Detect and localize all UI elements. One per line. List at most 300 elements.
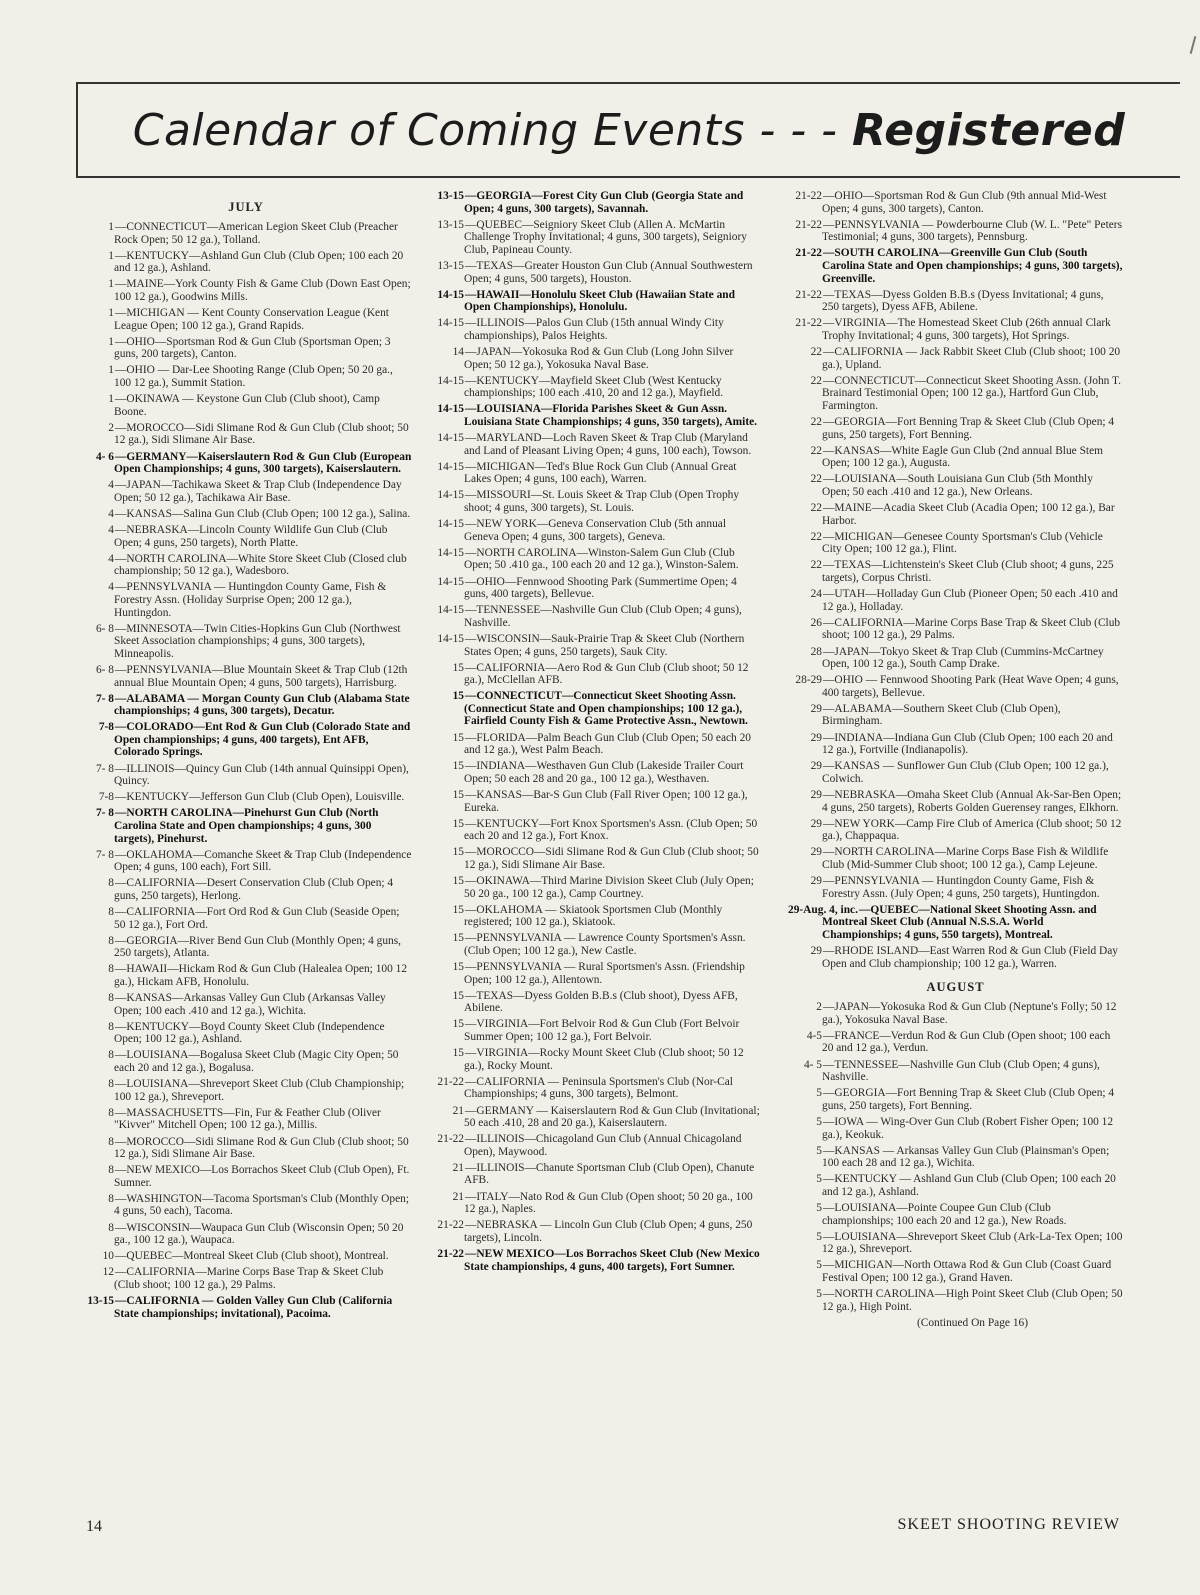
event-date: 1 <box>108 278 114 291</box>
continued-note: (Continued On Page 16) <box>916 1316 1029 1329</box>
event-text: —ILLINOIS—Palos Gun Club (15th annual Windy City championships), Palos Heights. <box>464 317 724 342</box>
event-entry <box>80 693 412 718</box>
event-text: —HAWAII—Honolulu Skeet Club (Hawaiian State and Open Championships), Honolulu. <box>464 288 735 314</box>
event-text: —GEORGIA—Forest City Gun Club (Georgia State and Open; 4 guns, 300 targets), Savannah. <box>464 190 744 215</box>
event-date: 14-15 <box>437 288 464 301</box>
event-entry <box>80 1250 412 1263</box>
event-date: 8 <box>108 963 114 976</box>
event-text: —LOUISIANA—Bogalusa Skeet Club (Magic City Open; 50 each 20 and 12 ga.), Bogalusa. <box>114 1049 399 1075</box>
event-text: —OKLAHOMA—Comanche Skeet & Trap Club (Independence Open; 4 guns, 100 each), Fort Sill. <box>114 848 412 874</box>
event-date: 4-5 <box>806 1029 822 1042</box>
event-text: —OHIO—Sportsman Rod & Gun Club (9th annual Mid-West Open; 4 guns, 300 targets), Canton. <box>822 190 1107 215</box>
event-date: 8 <box>108 1135 114 1148</box>
event-text: —TEXAS—Dyess Golden B.B.s (Club shoot), Dyess AFB, Abilene. <box>464 989 738 1015</box>
title-regular: Calendar of Coming Events - - - <box>132 104 853 156</box>
event-text: —PENNSYLVANIA — Rural Sportsmen's Assn. (Friendship Open; 100 12 ga.), Allentown. <box>464 961 745 986</box>
event-entry <box>80 992 412 1017</box>
event-date: 5 <box>816 1230 822 1243</box>
event-entry <box>788 473 1123 498</box>
event-text: —COLORADO—Ent Rod & Gun Club (Colorado State and Open championships; 4 guns, 400 targets), Ent AFB, Colorado Springs. <box>114 721 411 759</box>
event-text: —TEXAS—Dyess Golden B.B.s (Dyess Invitational; 4 guns, 250 targets), Dyess AFB, Abilene. <box>822 288 1104 314</box>
column-2 <box>430 190 762 1530</box>
event-entry <box>788 945 1123 970</box>
event-entry <box>788 1059 1123 1084</box>
event-text: —MOROCCO—Sidi Slimane Rod & Gun Club (Club shoot; 50 12 ga.), Sidi Slimane Air Base. <box>114 421 409 447</box>
event-text: —NORTH CAROLINA—Marine Corps Base Fish & Wildlife Club (Mid-Summer Club shoot; 100 12 ga.), Camp Lejeune. <box>822 846 1109 871</box>
event-entry <box>430 961 762 986</box>
event-entry <box>80 763 412 788</box>
event-text: —NEW YORK—Geneva Conservation Club (5th annual Geneva Open; 4 guns, 300 targets), Geneva. <box>464 518 726 543</box>
event-date: 1 <box>108 335 114 348</box>
event-date: 5 <box>816 1173 822 1186</box>
event-entry <box>430 260 762 285</box>
event-date: 22 <box>810 444 822 457</box>
event-entry <box>788 1259 1123 1284</box>
event-entry <box>80 422 412 447</box>
event-date: 15 <box>452 760 464 773</box>
event-text: —QUEBEC—National Skeet Shooting Assn. and Montreal Skeet Club (Annual N.S.S.A. World Championships; 4 guns, 550 targets), Montreal. <box>822 903 1097 941</box>
month-heading: JULY <box>228 200 264 214</box>
event-entry <box>430 432 762 457</box>
event-date: 4 <box>108 479 114 492</box>
event-text: —VIRGINIA—The Homestead Skeet Club (26th annual Clark Trophy Invitational; 4 guns, 300 targets), Hot Springs. <box>822 317 1111 342</box>
event-text: —ILLINOIS—Chanute Sportsman Club (Club Open), Chanute AFB. <box>464 1161 755 1187</box>
event-text: —NEBRASKA—Omaha Skeet Club (Annual Ak-Sar-Ben Open; 4 guns, 250 targets), Roberts Golden Guerensey ranges, Elkhorn. <box>822 788 1122 814</box>
event-text: —NORTH CAROLINA—Winston-Salem Gun Club (Club Open; 50 .410 ga., 100 each 20 and 12 ga.), Winston-Salem. <box>464 546 739 572</box>
event-entry <box>430 576 762 601</box>
event-entry <box>80 1295 412 1320</box>
event-date: 10 <box>102 1250 114 1263</box>
event-entry <box>430 932 762 957</box>
event-entry <box>80 1266 412 1291</box>
event-entry <box>80 1222 412 1247</box>
event-date: 24 <box>810 588 822 601</box>
event-date: 15 <box>452 903 464 916</box>
event-date: 2 <box>108 421 114 434</box>
event-text: —ALABAMA — Morgan County Gun Club (Alabama State championships; 4 guns, 300 targets), Decatur. <box>114 692 410 718</box>
event-date: 14-15 <box>437 489 464 502</box>
event-date: 1 <box>108 221 114 233</box>
event-date: 13-15 <box>87 1295 114 1308</box>
event-entry <box>430 547 762 572</box>
event-date: 21-22 <box>437 1075 464 1088</box>
event-entry <box>430 1047 762 1072</box>
event-text: —PENNSYLVANIA — Huntingdon County Game, Fish & Forestry Assn. (July Open; 4 guns, 250 targets), Huntingdon. <box>822 875 1100 900</box>
event-text: —PENNSYLVANIA — Huntingdon County Game, Fish & Forestry Assn. (Holiday Surprise Open; 200 12 ga.), Huntingdon. <box>114 581 387 619</box>
event-date: 8 <box>108 1221 114 1234</box>
event-entry <box>80 906 412 931</box>
event-text: —TEXAS—Lichtenstein's Skeet Club (Club shoot; 4 guns, 225 targets), Corpus Christi. <box>822 559 1114 585</box>
event-text: —MARYLAND—Loch Raven Skeet & Trap Club (Maryland and Land of Pleasant Living Open; 4 guns, 100 each), Towson. <box>464 432 752 457</box>
event-entry <box>788 317 1123 342</box>
event-date: 7- 8 <box>95 762 114 775</box>
event-entry <box>788 1145 1123 1170</box>
event-entry <box>430 875 762 900</box>
event-date: 1 <box>108 364 114 377</box>
event-date: 14 <box>452 346 464 359</box>
event-text: —CONNECTICUT—Connecticut Skeet Shooting Assn. (Connecticut State and Open championships; 100 12 ga.), Fairfield County Fish & Game Protective Assn., Newtown. <box>464 690 748 728</box>
event-entry <box>80 1078 412 1103</box>
event-text: —IOWA — Wing-Over Gun Club (Robert Fisher Open; 100 12 ga.), Keokuk. <box>822 1115 1114 1141</box>
event-text: —NEW YORK—Camp Fire Club of America (Club shoot; 50 12 ga.), Chappaqua. <box>822 817 1122 843</box>
event-date: 7-8 <box>98 721 114 734</box>
event-entry <box>80 393 412 418</box>
event-date: 7- 8 <box>95 848 114 861</box>
event-date: 21-22 <box>437 1133 464 1146</box>
event-date: 29 <box>810 944 822 957</box>
event-entry <box>788 416 1123 441</box>
event-entry <box>788 846 1123 871</box>
event-text: —KANSAS — Sunflower Gun Club (Club Open; 100 12 ga.), Colwich. <box>822 760 1109 785</box>
event-date: 7- 8 <box>95 692 114 705</box>
event-entry <box>430 489 762 514</box>
event-date: 15 <box>452 788 464 801</box>
event-date: 5 <box>816 1144 822 1157</box>
event-date: 1 <box>108 393 114 406</box>
event-entry <box>430 518 762 543</box>
event-entry <box>788 818 1123 843</box>
event-entry <box>430 732 762 757</box>
event-text: —TEXAS—Greater Houston Gun Club (Annual Southwestern Open; 4 guns, 500 targets), Houston. <box>464 259 753 285</box>
event-date: 8 <box>108 1049 114 1062</box>
event-entry <box>80 479 412 504</box>
event-date: 8 <box>108 1106 114 1119</box>
event-text: —OHIO — Fennwood Shooting Park (Heat Wave Open; 4 guns, 400 targets), Bellevue. <box>822 674 1119 699</box>
event-text: —LOUISIANA—South Louisiana Gun Club (5th Monthly Open; 50 each .410 and 12 ga.), New Orleans. <box>822 473 1093 498</box>
event-date: 13-15 <box>437 218 464 231</box>
event-date: 8 <box>108 1020 114 1033</box>
event-text: —TENNESSEE—Nashville Gun Club (Club Open; 4 guns), Nashville. <box>464 604 742 629</box>
event-date: 4 <box>108 581 114 594</box>
event-entry <box>430 375 762 400</box>
event-text: —LOUISIANA—Shreveport Skeet Club (Ark-La-Tex Open; 100 12 ga.), Shreveport. <box>822 1230 1123 1256</box>
event-text: —CALIFORNIA—Desert Conservation Club (Club Open; 4 guns, 250 targets), Herlong. <box>114 877 394 902</box>
event-date: 29-Aug. 4, inc. <box>788 903 858 916</box>
event-entry <box>430 1191 762 1216</box>
event-date: 4 <box>108 523 114 536</box>
event-text: —NEBRASKA — Lincoln Gun Club (Club Open; 4 guns, 250 targets), Lincoln. <box>464 1219 753 1244</box>
event-text: —PENNSYLVANIA — Lawrence County Sportsmen's Assn. (Club Open; 100 12 ga.), New Castle. <box>464 932 746 957</box>
event-entry <box>430 346 762 371</box>
event-entry <box>80 721 412 759</box>
event-date: 15 <box>452 989 464 1002</box>
event-entry <box>80 250 412 275</box>
event-entry <box>788 588 1123 613</box>
event-text: —WISCONSIN—Waupaca Gun Club (Wisconsin Open; 50 20 ga., 100 12 ga.), Waupaca. <box>114 1221 404 1247</box>
event-entry <box>430 633 762 658</box>
event-text: —WISCONSIN—Sauk-Prairie Trap & Skeet Club (Northern States Open; 4 guns, 250 targets), Sauk City. <box>464 632 745 658</box>
magazine-name: SKEET SHOOTING REVIEW <box>897 1516 1120 1533</box>
event-date: 22 <box>810 502 822 515</box>
event-date: 22 <box>810 416 822 428</box>
event-date: 8 <box>108 877 114 890</box>
event-date: 29 <box>810 788 822 801</box>
event-entry <box>788 346 1123 371</box>
event-entry <box>430 219 762 257</box>
event-date: 29 <box>810 875 822 887</box>
event-text: —UTAH—Holladay Gun Club (Pioneer Open; 50 each .410 and 12 ga.), Holladay. <box>822 588 1118 613</box>
event-entry <box>430 904 762 929</box>
event-entry <box>788 445 1123 470</box>
event-entry <box>788 760 1123 785</box>
event-text: —PENNSYLVANIA — Powderbourne Club (W. L. "Pete" Peters Testimonial; 4 guns, 300 targets), Pennsburg. <box>822 218 1123 244</box>
event-text: —OKLAHOMA — Skiatook Sportsmen Club (Monthly registered; 100 12 ga.), Skiatook. <box>464 903 723 929</box>
event-date: 15 <box>452 731 464 744</box>
event-entry <box>788 1202 1123 1227</box>
event-entry <box>788 904 1123 942</box>
event-entry <box>430 990 762 1015</box>
column-1 <box>80 190 412 1530</box>
event-text: —VIRGINIA—Rocky Mount Skeet Club (Club shoot; 50 12 ga.), Rocky Mount. <box>464 1047 744 1072</box>
event-date: 21-22 <box>795 317 822 330</box>
event-entry <box>430 1018 762 1043</box>
event-text: —GERMANY — Kaiserslautern Rod & Gun Club (Invitational; 50 each .410, 28 and 20 ga.), Kaiserslautern. <box>464 1104 760 1130</box>
event-text: —KANSAS—Arkansas Valley Gun Club (Arkansas Valley Open; 100 each .410 and 12 ga.), Wichita. <box>114 992 386 1017</box>
event-date: 22 <box>810 473 822 486</box>
event-entry <box>430 604 762 629</box>
title-bold: Registered <box>852 104 1126 156</box>
event-entry <box>80 849 412 874</box>
event-entry <box>80 623 412 661</box>
event-text: —MOROCCO—Sidi Slimane Rod & Gun Club (Club shoot; 50 12 ga.), Sidi Slimane Air Base. <box>114 1135 409 1161</box>
event-date: 21 <box>452 1161 464 1174</box>
event-date: 15 <box>452 932 464 945</box>
event-entry <box>788 703 1123 728</box>
event-date: 4 <box>108 507 114 520</box>
event-text: —JAPAN—Yokosuka Rod & Gun Club (Neptune's Folly; 50 12 ga.), Yokosuka Naval Base. <box>822 1001 1117 1026</box>
event-entry <box>788 559 1123 584</box>
event-entry <box>80 807 412 845</box>
event-text: —FLORIDA—Palm Beach Gun Club (Club Open; 50 each 20 and 12 ga.), West Palm Beach. <box>464 731 751 757</box>
event-text: —MASSACHUSETTS—Fin, Fur & Feather Club (Oliver "Kivver" Mitchell Open; 100 12 ga.), Millis. <box>114 1106 381 1132</box>
event-text: —MINNESOTA—Twin Cities-Hopkins Gun Club (Northwest Skeet Association championships; 4 guns, 300 targets), Minneapolis. <box>114 622 401 660</box>
event-text: —MICHIGAN—Ted's Blue Rock Gun Club (Annual Great Lakes Open; 4 guns, 100 each), Warren. <box>464 460 737 486</box>
event-text: —CONNECTICUT—Connecticut Skeet Shooting Assn. (John T. Brainard Testimonial Open; 100 12 ga.), Hartford Gun Club, Farmington. <box>822 374 1121 412</box>
event-date: 6- 8 <box>95 622 114 635</box>
event-date: 15 <box>452 875 464 887</box>
event-entry <box>788 875 1123 900</box>
event-date: 15 <box>452 690 464 703</box>
title-banner <box>76 82 1180 178</box>
event-text: —NORTH CAROLINA—High Point Skeet Club (Club Open; 50 12 ga.), High Point. <box>822 1288 1123 1313</box>
event-entry <box>430 789 762 814</box>
event-text: —GEORGIA—River Bend Gun Club (Monthly Open; 4 guns, 250 targets), Atlanta. <box>114 934 402 960</box>
event-entry <box>788 646 1123 671</box>
event-text: —KENTUCKY — Ashland Gun Club (Club Open; 100 each 20 and 12 ga.), Ashland. <box>822 1173 1116 1198</box>
event-entry <box>80 935 412 960</box>
event-text: —KENTUCKY—Ashland Gun Club (Club Open; 100 each 20 and 12 ga.), Ashland. <box>114 249 404 275</box>
event-date: 14-15 <box>437 632 464 645</box>
event-text: —MICHIGAN — Kent County Conservation League (Kent League Open; 100 12 ga.), Grand Rapids. <box>114 307 389 332</box>
event-text: —OHIO—Fennwood Shooting Park (Summertime Open; 4 guns, 400 targets), Bellevue. <box>464 575 737 601</box>
event-entry <box>80 524 412 549</box>
event-date: 13-15 <box>437 190 464 202</box>
event-text: —NORTH CAROLINA—Pinehurst Gun Club (North Carolina State and Open championships; 4 guns, 300 targets), Pinehurst. <box>114 807 379 845</box>
event-text: —KANSAS—White Eagle Gun Club (2nd annual Blue Stem Open; 100 12 ga.), Augusta. <box>822 444 1103 470</box>
event-entry <box>430 1105 762 1130</box>
event-text: —PENNSYLVANIA—Blue Mountain Skeet & Trap Club (12th annual Blue Mountain Open; 4 guns, 500 targets), Harrisburg. <box>114 663 408 689</box>
event-entry <box>430 1133 762 1158</box>
event-entry <box>80 1193 412 1218</box>
event-text: —JAPAN—Tachikawa Skeet & Trap Club (Independence Day Open; 50 12 ga.), Tachikawa Air Base. <box>114 479 402 504</box>
event-date: 15 <box>452 1047 464 1060</box>
event-text: —MICHIGAN—Genesee County Sportsman's Club (Vehicle City Open; 100 12 ga.), Flint. <box>822 530 1103 556</box>
event-text: —MAINE—Acadia Skeet Club (Acadia Open; 100 12 ga.), Bar Harbor. <box>822 502 1115 527</box>
month-heading: AUGUST <box>926 980 985 995</box>
event-entry <box>788 1231 1123 1256</box>
event-entry <box>430 317 762 342</box>
event-entry <box>80 877 412 902</box>
event-date: 28 <box>810 645 822 658</box>
event-date: 14-15 <box>437 604 464 617</box>
event-date: 15 <box>452 661 464 674</box>
event-date: 22 <box>810 530 822 543</box>
event-entry <box>80 553 412 578</box>
event-entry <box>788 1030 1123 1055</box>
event-date: 15 <box>452 846 464 859</box>
event-date: 1 <box>108 307 114 320</box>
event-date: 26 <box>810 616 822 629</box>
event-text: —CALIFORNIA—Aero Rod & Gun Club (Club shoot; 50 12 ga.), McClellan AFB. <box>464 661 749 687</box>
event-text: —CALIFORNIA — Golden Valley Gun Club (California State championships; invitational), Pacoima. <box>114 1295 393 1320</box>
event-date: 4 <box>108 552 114 565</box>
event-entry <box>430 461 762 486</box>
event-date: 14-15 <box>437 374 464 387</box>
event-date: 29 <box>810 731 822 744</box>
event-entry <box>80 336 412 361</box>
event-date: 5 <box>816 1288 822 1301</box>
event-entry <box>788 190 1123 215</box>
event-entry <box>80 1107 412 1132</box>
event-entry <box>430 1162 762 1187</box>
event-date: 29 <box>810 817 822 830</box>
event-date: 15 <box>452 817 464 830</box>
event-text: —OHIO — Dar-Lee Shooting Range (Club Open; 50 20 ga., 100 12 ga.), Summit Station. <box>114 364 393 390</box>
event-date: 14-15 <box>437 518 464 531</box>
event-text: —CALIFORNIA—Marine Corps Base Trap & Skeet Club (Club shoot; 100 12 ga.), 29 Palms. <box>822 616 1121 642</box>
event-date: 5 <box>816 1087 822 1100</box>
event-text: —KENTUCKY—Jefferson Gun Club (Club Open), Louisville. <box>115 791 405 804</box>
event-text: —OKINAWA — Keystone Gun Club (Club shoot), Camp Boone. <box>114 393 380 418</box>
column-3 <box>788 190 1123 1530</box>
event-text: —ILLINOIS—Quincy Gun Club (14th annual Quinsippi Open), Quincy. <box>114 762 409 788</box>
event-text: —INDIANA—Westhaven Gun Club (Lakeside Trailer Court Open; 50 each 28 and 20 ga., 100 12 ga.), Westhaven. <box>464 760 744 785</box>
event-entry <box>430 760 762 785</box>
event-date: 15 <box>452 1018 464 1031</box>
event-text: —SOUTH CAROLINA—Greenville Gun Club (South Carolina State and Open championships; 4 guns, 300 targets), Greenville. <box>822 247 1123 285</box>
event-date: 8 <box>108 1078 114 1091</box>
event-entry <box>80 1136 412 1161</box>
event-text: —RHODE ISLAND—East Warren Rod & Gun Club (Field Day Open and Club championship; 100 12 ga.), Warren. <box>822 944 1118 970</box>
event-entry <box>788 617 1123 642</box>
event-text: —CALIFORNIA—Fort Ord Rod & Gun Club (Seaside Open; 50 12 ga.), Fort Ord. <box>114 906 400 931</box>
event-text: —QUEBEC—Montreal Skeet Club (Club shoot), Montreal. <box>115 1250 389 1263</box>
event-date: 21 <box>452 1104 464 1117</box>
event-date: 6- 8 <box>95 663 114 676</box>
event-text: —VIRGINIA—Fort Belvoir Rod & Gun Club (Fort Belvoir Summer Open; 100 12 ga.), Fort Belvoir. <box>464 1018 740 1044</box>
event-entry <box>80 791 412 804</box>
event-date: 15 <box>452 961 464 974</box>
page-number: 14 <box>86 1518 102 1535</box>
margin-mark <box>1190 36 1197 54</box>
event-entry <box>788 732 1123 757</box>
event-entry <box>430 403 762 428</box>
event-text: —LOUISIANA—Pointe Coupee Gun Club (Club championships; 100 each 20 and 12 ga.), New Roads. <box>822 1201 1067 1227</box>
event-entry <box>788 789 1123 814</box>
event-date: 28-29 <box>795 674 822 687</box>
event-text: —ILLINOIS—Chicagoland Gun Club (Annual Chicagoland Open), Maywood. <box>464 1133 742 1158</box>
event-entry <box>80 278 412 303</box>
event-text: —NEBRASKA—Lincoln County Wildlife Gun Club (Club Open; 4 guns, 250 targets), North Platte. <box>114 523 388 549</box>
event-text: —NEW MEXICO—Los Borrachos Skeet Club (New Mexico State championships, 4 guns, 400 targets), Fort Sumner. <box>464 1247 760 1273</box>
event-text: —WASHINGTON—Tacoma Sportsman's Club (Monthly Open; 4 guns, 50 each), Tacoma. <box>114 1192 410 1218</box>
event-date: 7-8 <box>98 791 114 804</box>
event-entry <box>788 531 1123 556</box>
event-entry <box>788 289 1123 314</box>
event-date: 21-22 <box>795 190 822 202</box>
event-date: 7- 8 <box>95 807 114 820</box>
event-date: 21 <box>452 1190 464 1203</box>
event-text: —QUEBEC—Seigniory Skeet Club (Allen A. McMartin Challenge Trophy Invitational; 4 guns, 300 targets), Seigniory Club, Papineau County. <box>464 218 747 256</box>
event-text: —CONNECTICUT—American Legion Skeet Club (Preacher Rock Open; 50 12 ga.), Tolland. <box>114 221 398 246</box>
event-text: —ALABAMA—Southern Skeet Club (Club Open), Birmingham. <box>822 702 1061 728</box>
event-text: —MICHIGAN—North Ottawa Rod & Gun Club (Coast Guard Festival Open; 100 12 ga.), Grand Haven. <box>822 1259 1112 1284</box>
event-entry <box>788 247 1123 285</box>
event-entry <box>430 1248 762 1273</box>
event-text: —GEORGIA—Fort Benning Trap & Skeet Club (Club Open; 4 guns, 250 targets), Fort Benning. <box>822 416 1115 441</box>
event-entry <box>430 289 762 314</box>
event-entry <box>80 508 412 521</box>
event-date: 14-15 <box>437 546 464 559</box>
event-text: —MAINE—York County Fish & Game Club (Down East Open; 100 12 ga.), Goodwins Mills. <box>114 278 411 303</box>
event-text: —MISSOURI—St. Louis Skeet & Trap Club (Open Trophy shoot; 4 guns, 300 targets), St. Louis. <box>464 489 740 515</box>
event-date: 8 <box>108 992 114 1005</box>
event-text: —CALIFORNIA—Marine Corps Base Trap & Skeet Club (Club shoot; 100 12 ga.), 29 Palms. <box>114 1266 384 1291</box>
event-date: 8 <box>108 1192 114 1205</box>
event-date: 29 <box>810 760 822 773</box>
event-entry <box>80 307 412 332</box>
event-entry <box>80 1164 412 1189</box>
event-entry <box>80 451 412 476</box>
event-text: —GEORGIA—Fort Benning Trap & Skeet Club (Club Open; 4 guns, 250 targets), Fort Benning. <box>822 1087 1115 1112</box>
event-text: —LOUISIANA—Shreveport Skeet Club (Club Championship; 100 12 ga.), Shreveport. <box>114 1078 405 1103</box>
event-text: —MOROCCO—Sidi Slimane Rod & Gun Club (Club shoot; 50 12 ga.), Sidi Slimane Air Base. <box>464 846 759 871</box>
event-entry <box>788 375 1123 413</box>
event-date: 22 <box>810 559 822 572</box>
event-text: —KANSAS—Bar-S Gun Club (Fall River Open; 100 12 ga.), Eureka. <box>464 788 748 814</box>
event-entry <box>788 1001 1123 1026</box>
event-entry <box>80 364 412 389</box>
event-date: 21-22 <box>795 288 822 301</box>
event-text: —KANSAS—Salina Gun Club (Club Open; 100 12 ga.), Salina. <box>115 507 411 520</box>
event-entry <box>430 846 762 871</box>
event-date: 5 <box>816 1201 822 1214</box>
event-text: —CALIFORNIA — Jack Rabbit Skeet Club (Club shoot; 100 20 ga.), Upland. <box>822 346 1121 371</box>
event-date: 14-15 <box>437 575 464 588</box>
event-date: 1 <box>108 249 114 262</box>
event-text: —INDIANA—Indiana Gun Club (Club Open; 100 each 20 and 12 ga.), Fortville (Indianapolis). <box>822 731 1113 757</box>
event-date: 4- 5 <box>803 1058 822 1071</box>
event-date: 14-15 <box>437 403 464 416</box>
event-entry <box>788 219 1123 244</box>
event-date: 14-15 <box>437 432 464 445</box>
event-entry <box>80 581 412 619</box>
event-entry <box>788 1116 1123 1141</box>
event-entry <box>430 1219 762 1244</box>
event-entry <box>80 1021 412 1046</box>
event-entry <box>430 1076 762 1101</box>
event-text: —KENTUCKY—Fort Knox Sportsmen's Assn. (Club Open; 50 each 20 and 12 ga.), Fort Knox. <box>464 817 758 843</box>
